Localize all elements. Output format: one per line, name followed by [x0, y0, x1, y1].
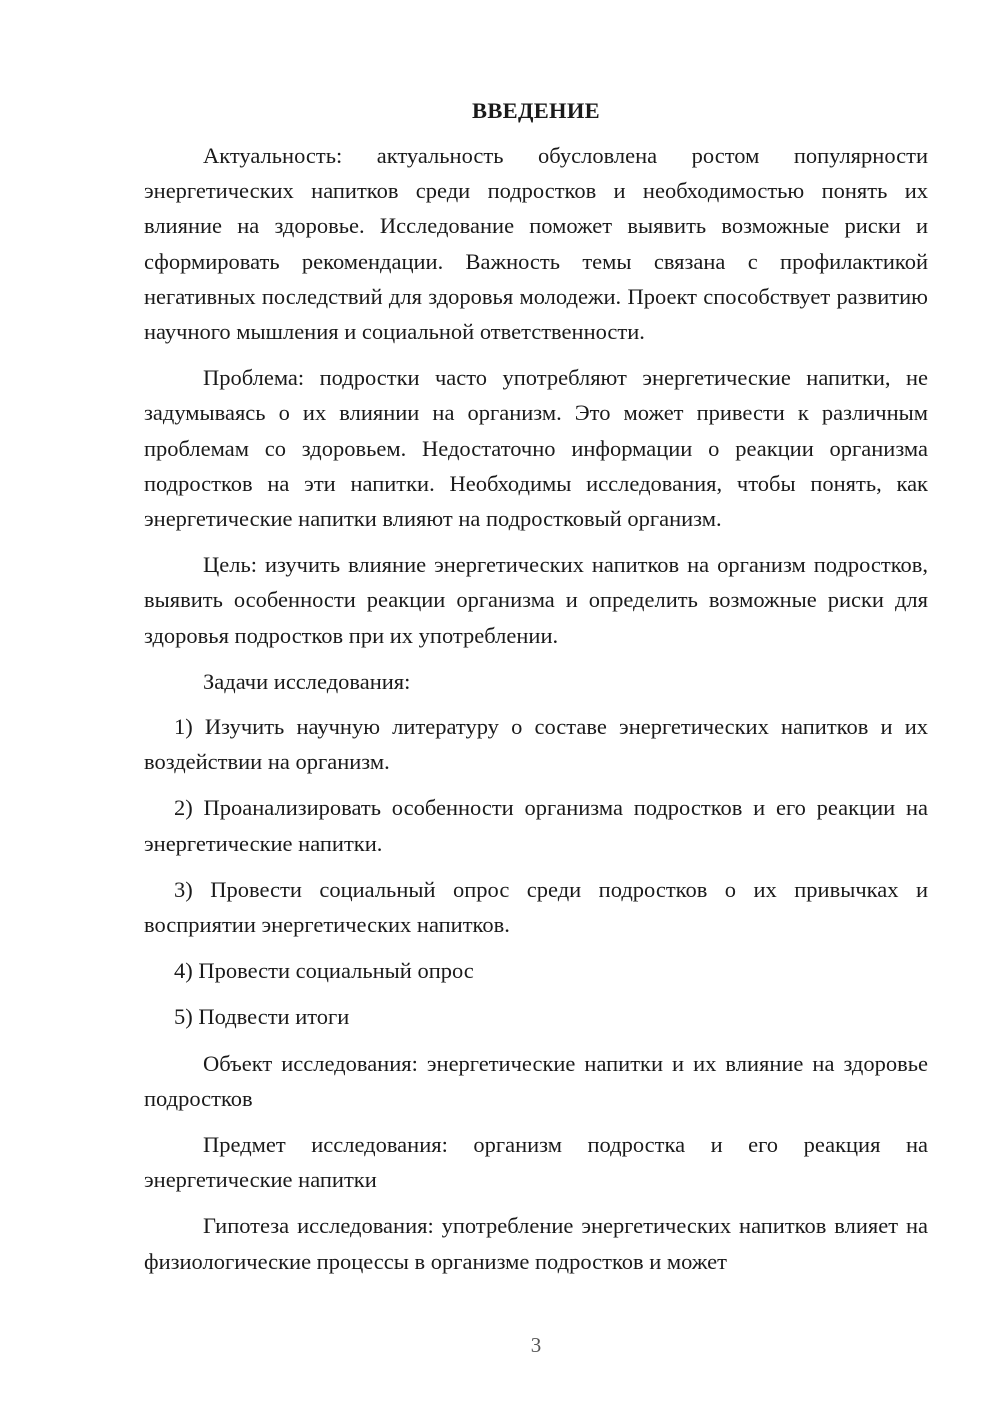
- paragraph-hypothesis: Гипотеза исследования: употребление энергетических напитков влияет на физиологические процессы в организме подростков и может: [144, 1213, 928, 1274]
- page-content: [144, 93, 928, 1290]
- task-item-4: 4) Провести социальный опрос: [174, 958, 474, 984]
- task-item-5: 5) Подвести итоги: [174, 1004, 350, 1030]
- task-item-1: 1) Изучить научную литературу о составе энергетических напитков и их воздействии на организм.: [144, 714, 928, 775]
- task-item-3: 3) Провести социальный опрос среди подростков о их привычках и восприятии энергетических напитков.: [144, 876, 928, 938]
- paragraph-object: Объект исследования: энергетические напитки и их влияние на здоровье подростков: [144, 1050, 928, 1111]
- paragraph-subject: Предмет исследования: организм подростка и его реакция на энергетические напитки: [144, 1132, 928, 1193]
- paragraph-tasks-title: Задачи исследования:: [203, 668, 411, 694]
- paragraph-goal: Цель: изучить влияние энергетических напитков на организм подростков, выявить особенности реакции организма и определить возможные риски для здоровья подростков при их употреблении.: [144, 552, 928, 648]
- paragraph-relevance: Актуальность: актуальность обусловлена ростом популярности энергетических напитков среди подростков и необходимостью понять их влияние на здоровье. Исследование поможет выявить возможные риски и сформировать рекомендации. Важность темы связана с профилактикой негативных последствий для здоровья молодежи. Проект способствует развитию научного мышления и социальной ответственности.: [144, 143, 928, 345]
- page-number: 3: [530, 1333, 542, 1357]
- task-item-2: 2) Проанализировать особенности организма подростков и его реакции на энергетические напитки.: [144, 795, 928, 856]
- section-heading: ВВЕДЕНИЕ: [472, 98, 600, 123]
- paragraph-problem: Проблема: подростки часто употребляют энергетические напитки, не задумываясь о их влиянии на организм. Это может привести к различным проблемам со здоровьем. Недостаточно информации о реакции организма подростков на эти напитки. Необходимы исследования, чтобы понять, как энергетические напитки влияют на подростковый организм.: [144, 365, 928, 532]
